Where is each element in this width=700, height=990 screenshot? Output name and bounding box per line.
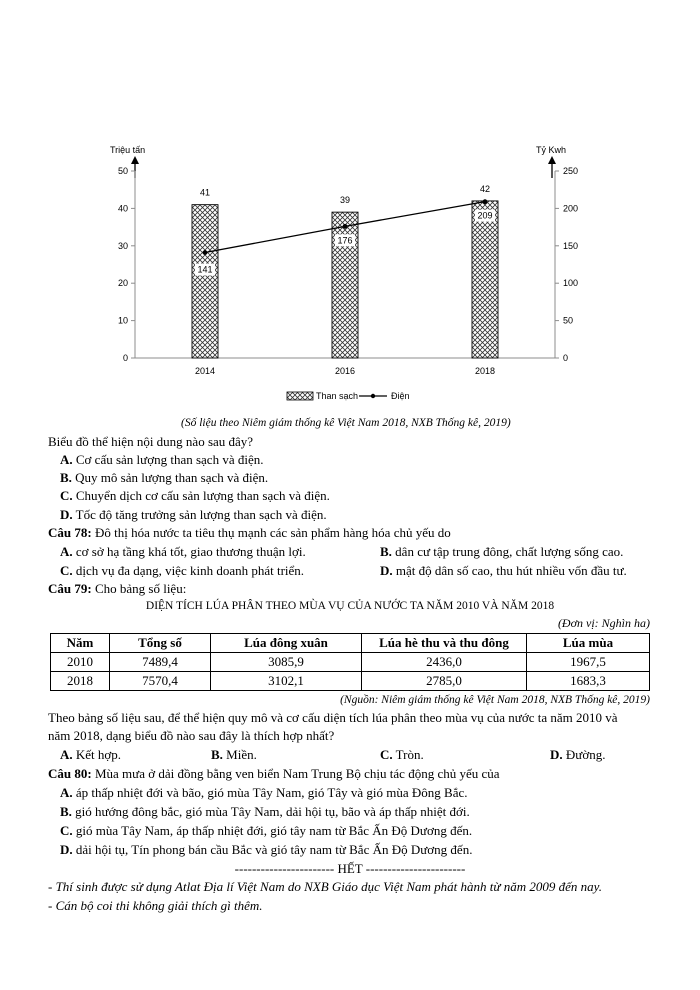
q78-b-key: B. (380, 544, 392, 559)
line-point-dien (483, 199, 488, 204)
legend-label-than-sach: Than sạch (316, 391, 359, 401)
q79-question (48, 580, 186, 597)
x-tick-label: 2018 (474, 366, 496, 376)
y-right-tick-label: 100 (563, 278, 579, 289)
q78-d-text: mật độ dân số cao, thu hút nhiều vốn đầu tư. (392, 563, 627, 578)
q79-question-line2: năm 2018, dạng biểu đồ nào sau đây là thích hợp nhất? (48, 728, 335, 743)
bar-value-label: 39 (339, 195, 351, 206)
q79-d-text: Đường. (562, 747, 606, 762)
y-right-tick-label: 250 (563, 166, 579, 176)
chart-source-note: (Số liệu theo Niêm giám thống kê Việt Nam 2018, NXB Thống kê, 2019) (181, 417, 511, 429)
x-tick-label: 2016 (334, 366, 356, 376)
bar-value-label: 41 (199, 187, 211, 198)
note-atlat: - Thí sinh được sử dụng Atlat Địa lí Việt Nam do NXB Giáo dục Việt Nam phát hành từ năm 2009 đến nay. (48, 879, 602, 894)
bar-than-sach (192, 205, 218, 358)
q80-option-d (60, 841, 472, 858)
q79-number: Câu 79: (48, 581, 92, 596)
end-marker: ----------------------- HẾT ----------------------- (234, 861, 466, 876)
y-right-label: Tỷ Kwh (536, 145, 567, 155)
q80-b-text: gió hướng đông bắc, gió mùa Tây Nam, dải hội tụ, bão và áp thấp nhiệt đới. (71, 804, 470, 819)
table-cell: 3085,9 (211, 653, 362, 672)
q79-c-key: C. (380, 747, 393, 762)
q78-c-text: dịch vụ đa dạng, việc kinh doanh phát triển. (72, 563, 305, 578)
q80-text: Mùa mưa ở dải đồng bằng ven biển Nam Trung Bộ chịu tác động chủ yếu của (91, 766, 500, 781)
q80-d-text: dải hội tụ, Tín phong bán cầu Bắc và gió tây nam từ Bắc Ấn Độ Dương đến. (72, 842, 473, 857)
q77-question: Biểu đồ thể hiện nội dung nào sau đây? (48, 434, 254, 449)
q77-option-d (60, 506, 327, 523)
q80-a-text: áp thấp nhiệt đới và bão, gió mùa Tây Nam, gió Tây và gió mùa Đông Bắc. (72, 785, 468, 800)
q79-option-b (211, 746, 257, 763)
q80-question (48, 765, 500, 782)
y-right-tick-label: 150 (563, 240, 579, 251)
table-cell: 2010 (51, 653, 110, 672)
x-tick-label: 2014 (194, 366, 216, 376)
q78-question (48, 524, 451, 541)
q78-a-key: A. (60, 544, 73, 559)
q78-number: Câu 78: (48, 525, 92, 540)
line-value-label: 176 (337, 235, 353, 246)
q79-a-text: Kết hợp. (72, 747, 122, 762)
y-left-label: Triệu tấn (110, 145, 146, 155)
q77-a-key: A. (60, 452, 73, 467)
bar-value-label: 42 (479, 183, 491, 194)
q78-option-c (60, 562, 304, 579)
q79-option-d (550, 746, 605, 763)
q78-c-key: C. (60, 563, 73, 578)
q80-a-key: A. (60, 785, 73, 800)
table-header-cell: Tổng số (110, 634, 211, 653)
q80-option-c (60, 822, 472, 839)
line-value-label: 209 (477, 210, 493, 221)
q79-unit: (Đơn vị: Nghìn ha) (557, 616, 650, 630)
q79-c-text: Tròn. (392, 747, 424, 762)
q79-table-title: DIỆN TÍCH LÚA PHÂN THEO MÙA VỤ CỦA NƯỚC TA NĂM 2010 VÀ NĂM 2018 (145, 600, 555, 612)
table-header-cell: Lúa mùa (527, 634, 650, 653)
legend-swatch-than-sach (287, 392, 313, 400)
q77-b-key: B. (60, 470, 72, 485)
line-value-label: 141 (197, 264, 213, 275)
q77-option-a (60, 451, 263, 468)
q77-d-key: D. (60, 507, 73, 522)
q79-text: Cho bảng số liệu: (91, 581, 187, 596)
y-right-tick-label: 200 (563, 203, 579, 214)
table-header-cell: Lúa đông xuân (211, 634, 362, 653)
q79-b-text: Miền. (222, 747, 257, 762)
q77-option-b (60, 469, 268, 486)
table-cell: 2785,0 (362, 672, 527, 691)
bar-than-sach (472, 201, 498, 358)
table-cell: 2436,0 (362, 653, 527, 672)
q78-b-text: dân cư tập trung đông, chất lượng sống cao. (391, 544, 624, 559)
table-cell: 7570,4 (110, 672, 211, 691)
legend (287, 391, 410, 401)
table-row (51, 672, 650, 691)
q78-option-b (380, 543, 623, 560)
table-cell: 7489,4 (110, 653, 211, 672)
y-left-tick-label: 20 (117, 278, 128, 289)
table-cell: 2018 (51, 672, 110, 691)
rice-area-table (50, 633, 650, 691)
table-header-row (51, 634, 650, 653)
q80-d-key: D. (60, 842, 73, 857)
q77-b-text: Quy mô sản lượng than sạch và điện. (71, 470, 269, 485)
q78-d-key: D. (380, 563, 393, 578)
y-left-tick-label: 0 (122, 353, 128, 363)
q80-option-b (60, 803, 470, 820)
y-left-tick-label: 40 (117, 203, 128, 214)
table-header-cell: Lúa hè thu và thu đông (362, 634, 527, 653)
table-cell: 1683,3 (527, 672, 650, 691)
q79-question-line1: Theo bảng số liệu sau, để thể hiện quy mô và cơ cấu diện tích lúa phân theo mùa vụ của nước ta năm 2010 và (48, 710, 618, 725)
table-header-cell: Năm (51, 634, 110, 653)
table-cell: 1967,5 (527, 653, 650, 672)
line-point-dien (343, 224, 348, 229)
combo-chart (95, 140, 615, 410)
q80-option-a (60, 784, 468, 801)
line-point-dien (203, 250, 208, 255)
q79-a-key: A. (60, 747, 73, 762)
q79-b-key: B. (211, 747, 223, 762)
legend-label-dien: Điện (391, 391, 410, 401)
q80-c-key: C. (60, 823, 73, 838)
q78-text: Đô thị hóa nước ta tiêu thụ mạnh các sản phẩm hàng hóa chủ yếu do (91, 525, 451, 540)
q80-c-text: gió mùa Tây Nam, áp thấp nhiệt đới, gió tây nam từ Bắc Ấn Độ Dương đến. (72, 823, 473, 838)
q79-option-a (60, 746, 121, 763)
note-proctor: - Cán bộ coi thi không giải thích gì thêm. (48, 898, 263, 913)
y-left-tick-label: 30 (117, 240, 128, 251)
q80-number: Câu 80: (48, 766, 92, 781)
table-cell: 3102,1 (211, 672, 362, 691)
y-left-tick-label: 10 (117, 315, 128, 326)
table-row (51, 653, 650, 672)
y-right-tick-label: 0 (563, 353, 569, 363)
q78-a-text: cơ sở hạ tầng khá tốt, giao thương thuận lợi. (72, 544, 306, 559)
y-left-tick-label: 50 (117, 166, 128, 176)
bar-than-sach (332, 212, 358, 358)
q77-a-text: Cơ cấu sản lượng than sạch và điện. (72, 452, 264, 467)
legend-marker-dien (371, 394, 375, 398)
q78-option-d (380, 562, 627, 579)
q79-option-c (380, 746, 424, 763)
q77-d-text: Tốc độ tăng trưởng sản lượng than sạch và điện. (72, 507, 327, 522)
q79-table-source: (Nguồn: Niêm giám thống kê Việt Nam 2018, NXB Thống kê, 2019) (340, 694, 650, 706)
q78-option-a (60, 543, 306, 560)
q80-b-key: B. (60, 804, 72, 819)
q77-option-c (60, 487, 330, 504)
q77-c-key: C. (60, 488, 73, 503)
q79-d-key: D. (550, 747, 563, 762)
q77-c-text: Chuyển dịch cơ cấu sản lượng than sạch và điện. (72, 488, 330, 503)
y-right-tick-label: 50 (563, 315, 574, 326)
